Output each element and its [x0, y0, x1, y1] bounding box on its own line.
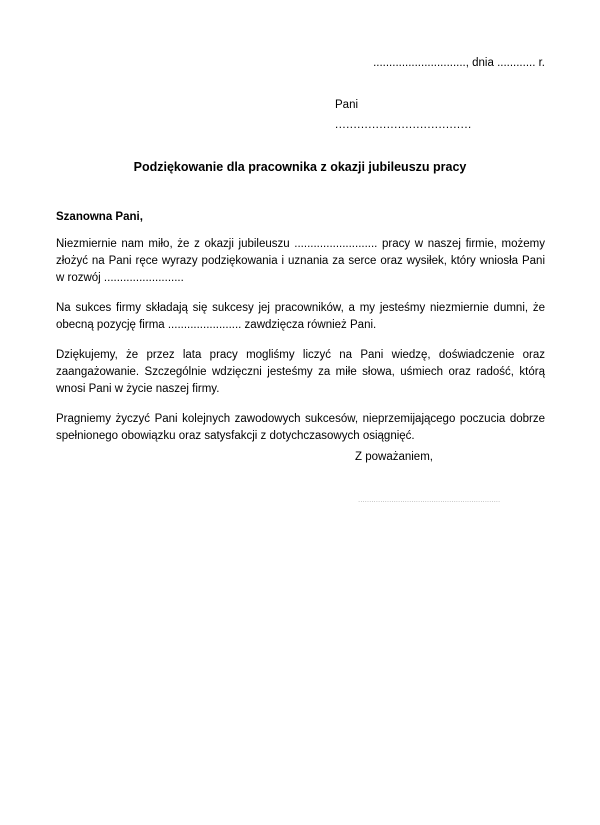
recipient-block	[335, 97, 472, 134]
paragraph-2: Na sukces firmy składają się sukcesy jej pracowników, a my jesteśmy niezmiernie dumni, że obecną pozycję firma ....................... zawdzięcza również Pani.	[56, 302, 545, 331]
paragraph-4: Pragniemy życzyć Pani kolejnych zawodowych sukcesów, nieprzemijającego poczucia dobrze spełnionego obowiązku oraz satysfakcji z dotychczasowych osiągnięć.	[56, 413, 545, 442]
letter-title: Podziękowanie dla pracownika z okazji jubileuszu pracy	[133, 160, 467, 174]
signature-placeholder-line: ................................................................	[358, 495, 501, 504]
closing-phrase: Z poważaniem,	[355, 451, 433, 463]
place-date-line: ............................., dnia ............ r.	[373, 57, 545, 69]
paragraph-1: Niezmiernie nam miło, że z okazji jubileuszu .......................... pracy w naszej firmie, możemy złożyć na Pani ręce wyrazy podziękowania i uznania za serce oraz wysiłek, który wniosła Pani w rozwój .........................	[56, 238, 545, 284]
paragraph-3: Dziękujemy, że przez lata pracy mogliśmy liczyć na Pani wiedzę, doświadczenie oraz zaangażowanie. Szczególnie wdzięczni jesteśmy za miłe słowa, uśmiech oraz radość, którą wnosi Pani w życie naszej firmy.	[56, 349, 545, 395]
letter-body	[56, 209, 545, 458]
recipient-name-placeholder: .....................................	[335, 119, 472, 131]
salutation: Szanowna Pani,	[56, 211, 143, 223]
recipient-label: Pani	[335, 99, 359, 111]
